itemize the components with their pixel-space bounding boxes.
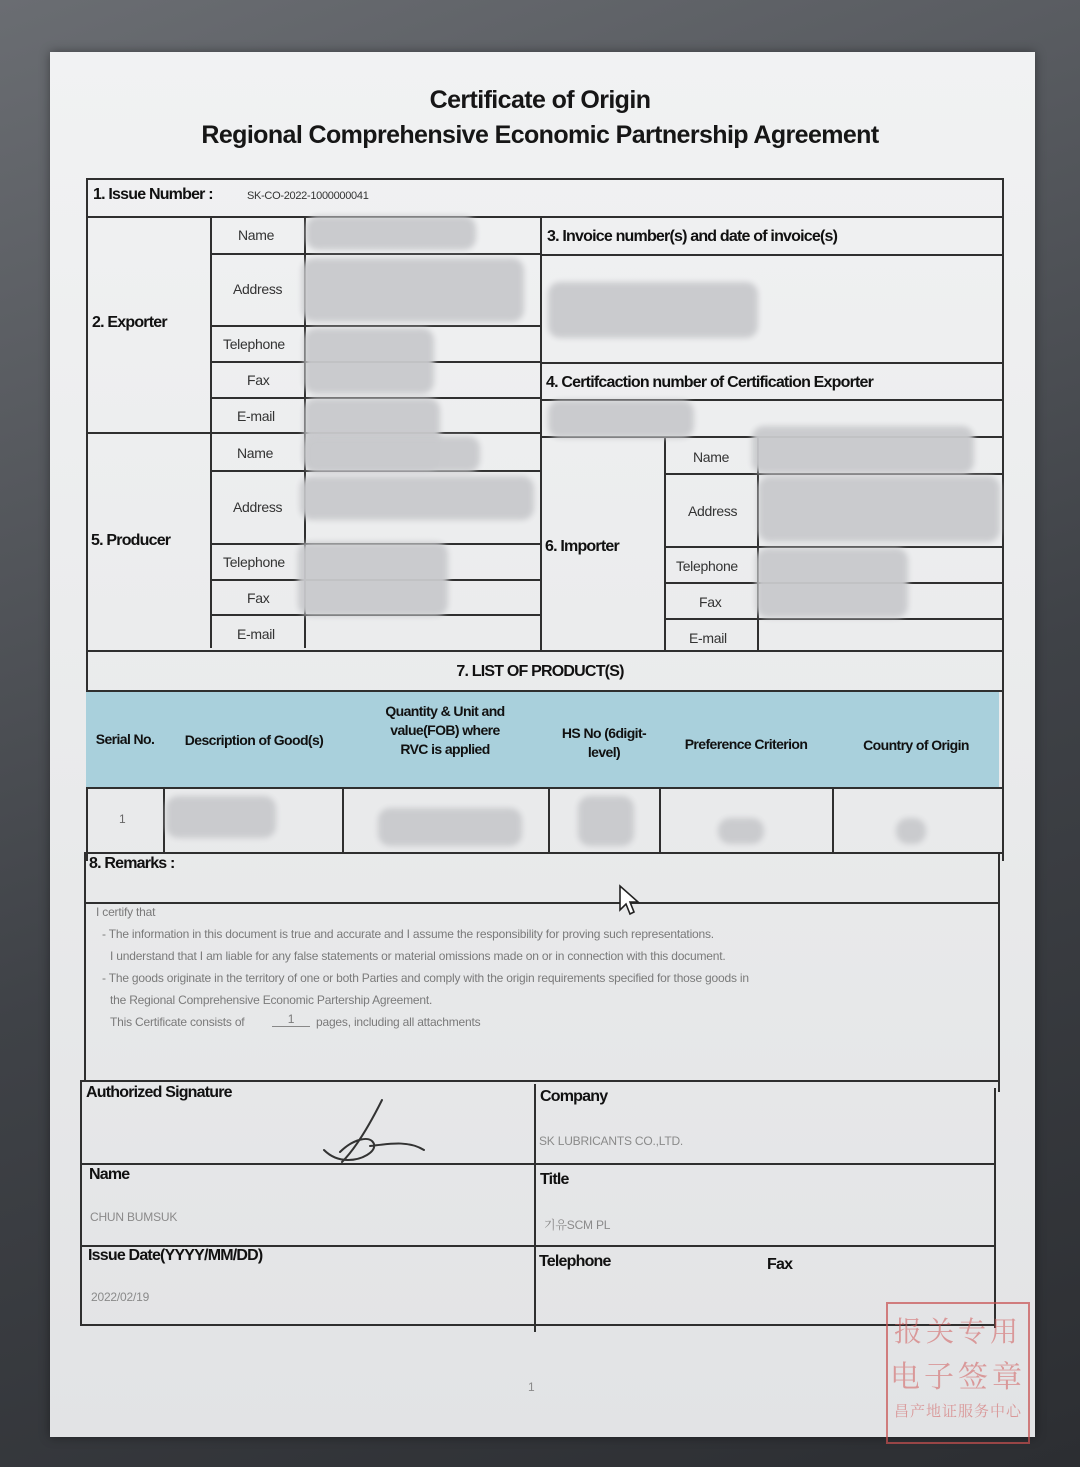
document-subtitle: Regional Comprehensive Economic Partnership Agreement — [201, 121, 879, 149]
company-label: Company — [540, 1088, 608, 1105]
page-count-value: 1 — [272, 1012, 310, 1027]
exporter-telephone-label: Telephone — [223, 336, 285, 352]
importer-telephone-label: Telephone — [676, 558, 738, 574]
redacted-importer-phone-fax — [756, 548, 908, 618]
issue-date-label: Issue Date(YYYY/MM/DD) — [88, 1247, 263, 1264]
producer-name-label: Name — [237, 445, 274, 461]
column-hs-no: HS No (6digit-level) — [561, 725, 647, 760]
declaration-intro: I certify that — [96, 905, 156, 919]
invoice-label: 3. Invoice number(s) and date of invoice(s) — [547, 228, 838, 245]
redacted-producer-phone-fax — [298, 542, 448, 616]
declaration-line-5: This Certificate consists of — [110, 1015, 245, 1029]
title-label: Title — [540, 1171, 569, 1188]
redacted-importer-address — [758, 476, 1000, 542]
exporter-address-label: Address — [233, 281, 283, 297]
seal-line-2: 电子签章 — [890, 1360, 1026, 1395]
redacted-importer-name — [752, 426, 974, 474]
declaration-line-3: - The goods originate in the territory of one or both Parties and comply with the origin requirements specified for those goods in — [102, 971, 749, 985]
redacted-exporter-address — [302, 258, 524, 322]
issue-date-value: 2022/02/19 — [91, 1290, 150, 1304]
redacted-exporter-phone-fax — [304, 328, 434, 394]
redacted-product-hs — [578, 796, 634, 846]
issue-number-value: SK-CO-2022-1000000041 — [247, 190, 369, 202]
importer-fax-label: Fax — [699, 594, 722, 610]
column-serial-no: Serial No. — [95, 731, 155, 747]
redacted-product-description — [166, 796, 276, 838]
exporter-name-label: Name — [238, 227, 275, 243]
handwritten-signature — [312, 1094, 436, 1168]
document-title: Certificate of Origin — [429, 86, 651, 114]
exporter-email-label: E-mail — [237, 408, 275, 424]
redacted-producer-address — [300, 476, 534, 520]
name-value: CHUN BUMSUK — [90, 1210, 178, 1224]
redacted-product-country — [896, 818, 926, 844]
column-country-of-origin: Country of Origin — [863, 737, 969, 753]
certification-number-label: 4. Certifcaction number of Certification Exporter — [546, 374, 874, 391]
issue-number-label: 1. Issue Number : — [93, 186, 213, 203]
redacted-invoice-number — [548, 282, 758, 338]
product-list-title: 7. LIST OF PRODUCT(S) — [456, 663, 624, 680]
column-quantity-value: Quantity & Unit and value(FOB) where RVC is applied — [385, 703, 505, 757]
remarks-label: 8. Remarks : — [89, 855, 175, 872]
redacted-exporter-name — [306, 216, 476, 250]
mouse-cursor-icon — [618, 884, 642, 918]
declaration-line-2: I understand that I am liable for any false statements or material omissions made on or in connection with this document. — [110, 949, 726, 963]
importer-label: 6. Importer — [545, 538, 619, 555]
exporter-label: 2. Exporter — [92, 314, 167, 331]
redacted-certification-number — [548, 400, 694, 438]
producer-fax-label: Fax — [247, 590, 270, 606]
page-count-suffix: pages, including all attachments — [316, 1015, 481, 1029]
exporter-fax-label: Fax — [247, 372, 270, 388]
producer-label: 5. Producer — [91, 532, 171, 549]
producer-email-label: E-mail — [237, 626, 275, 642]
product-row-serial: 1 — [119, 812, 126, 826]
page-number: 1 — [528, 1380, 535, 1394]
company-value: SK LUBRICANTS CO.,LTD. — [539, 1134, 684, 1148]
authorized-signature-label: Authorized Signature — [86, 1084, 232, 1101]
column-preference-criterion: Preference Criterion — [684, 736, 808, 752]
declaration-line-4: the Regional Comprehensive Economic Partership Agreement. — [110, 993, 433, 1007]
importer-email-label: E-mail — [689, 630, 727, 646]
redacted-product-quantity — [378, 808, 522, 846]
column-description: Description of Good(s) — [184, 732, 324, 748]
redacted-product-criterion — [718, 818, 764, 844]
declaration-line-1: - The information in this document is true and accurate and I assume the responsibility for proving such representations. — [102, 927, 714, 941]
importer-address-label: Address — [688, 503, 738, 519]
producer-address-label: Address — [233, 499, 283, 515]
redacted-producer-name — [304, 436, 480, 472]
seal-line-3: 昌产地证服务中心 — [893, 1402, 1022, 1420]
producer-telephone-label: Telephone — [223, 554, 285, 570]
importer-name-label: Name — [693, 449, 730, 465]
name-label: Name — [89, 1166, 130, 1183]
title-value: 기유SCM PL — [544, 1218, 611, 1232]
fax-label: Fax — [767, 1256, 793, 1273]
customs-electronic-seal — [886, 1302, 1030, 1444]
seal-line-1: 报关专用 — [893, 1315, 1022, 1348]
telephone-label: Telephone — [539, 1253, 611, 1270]
